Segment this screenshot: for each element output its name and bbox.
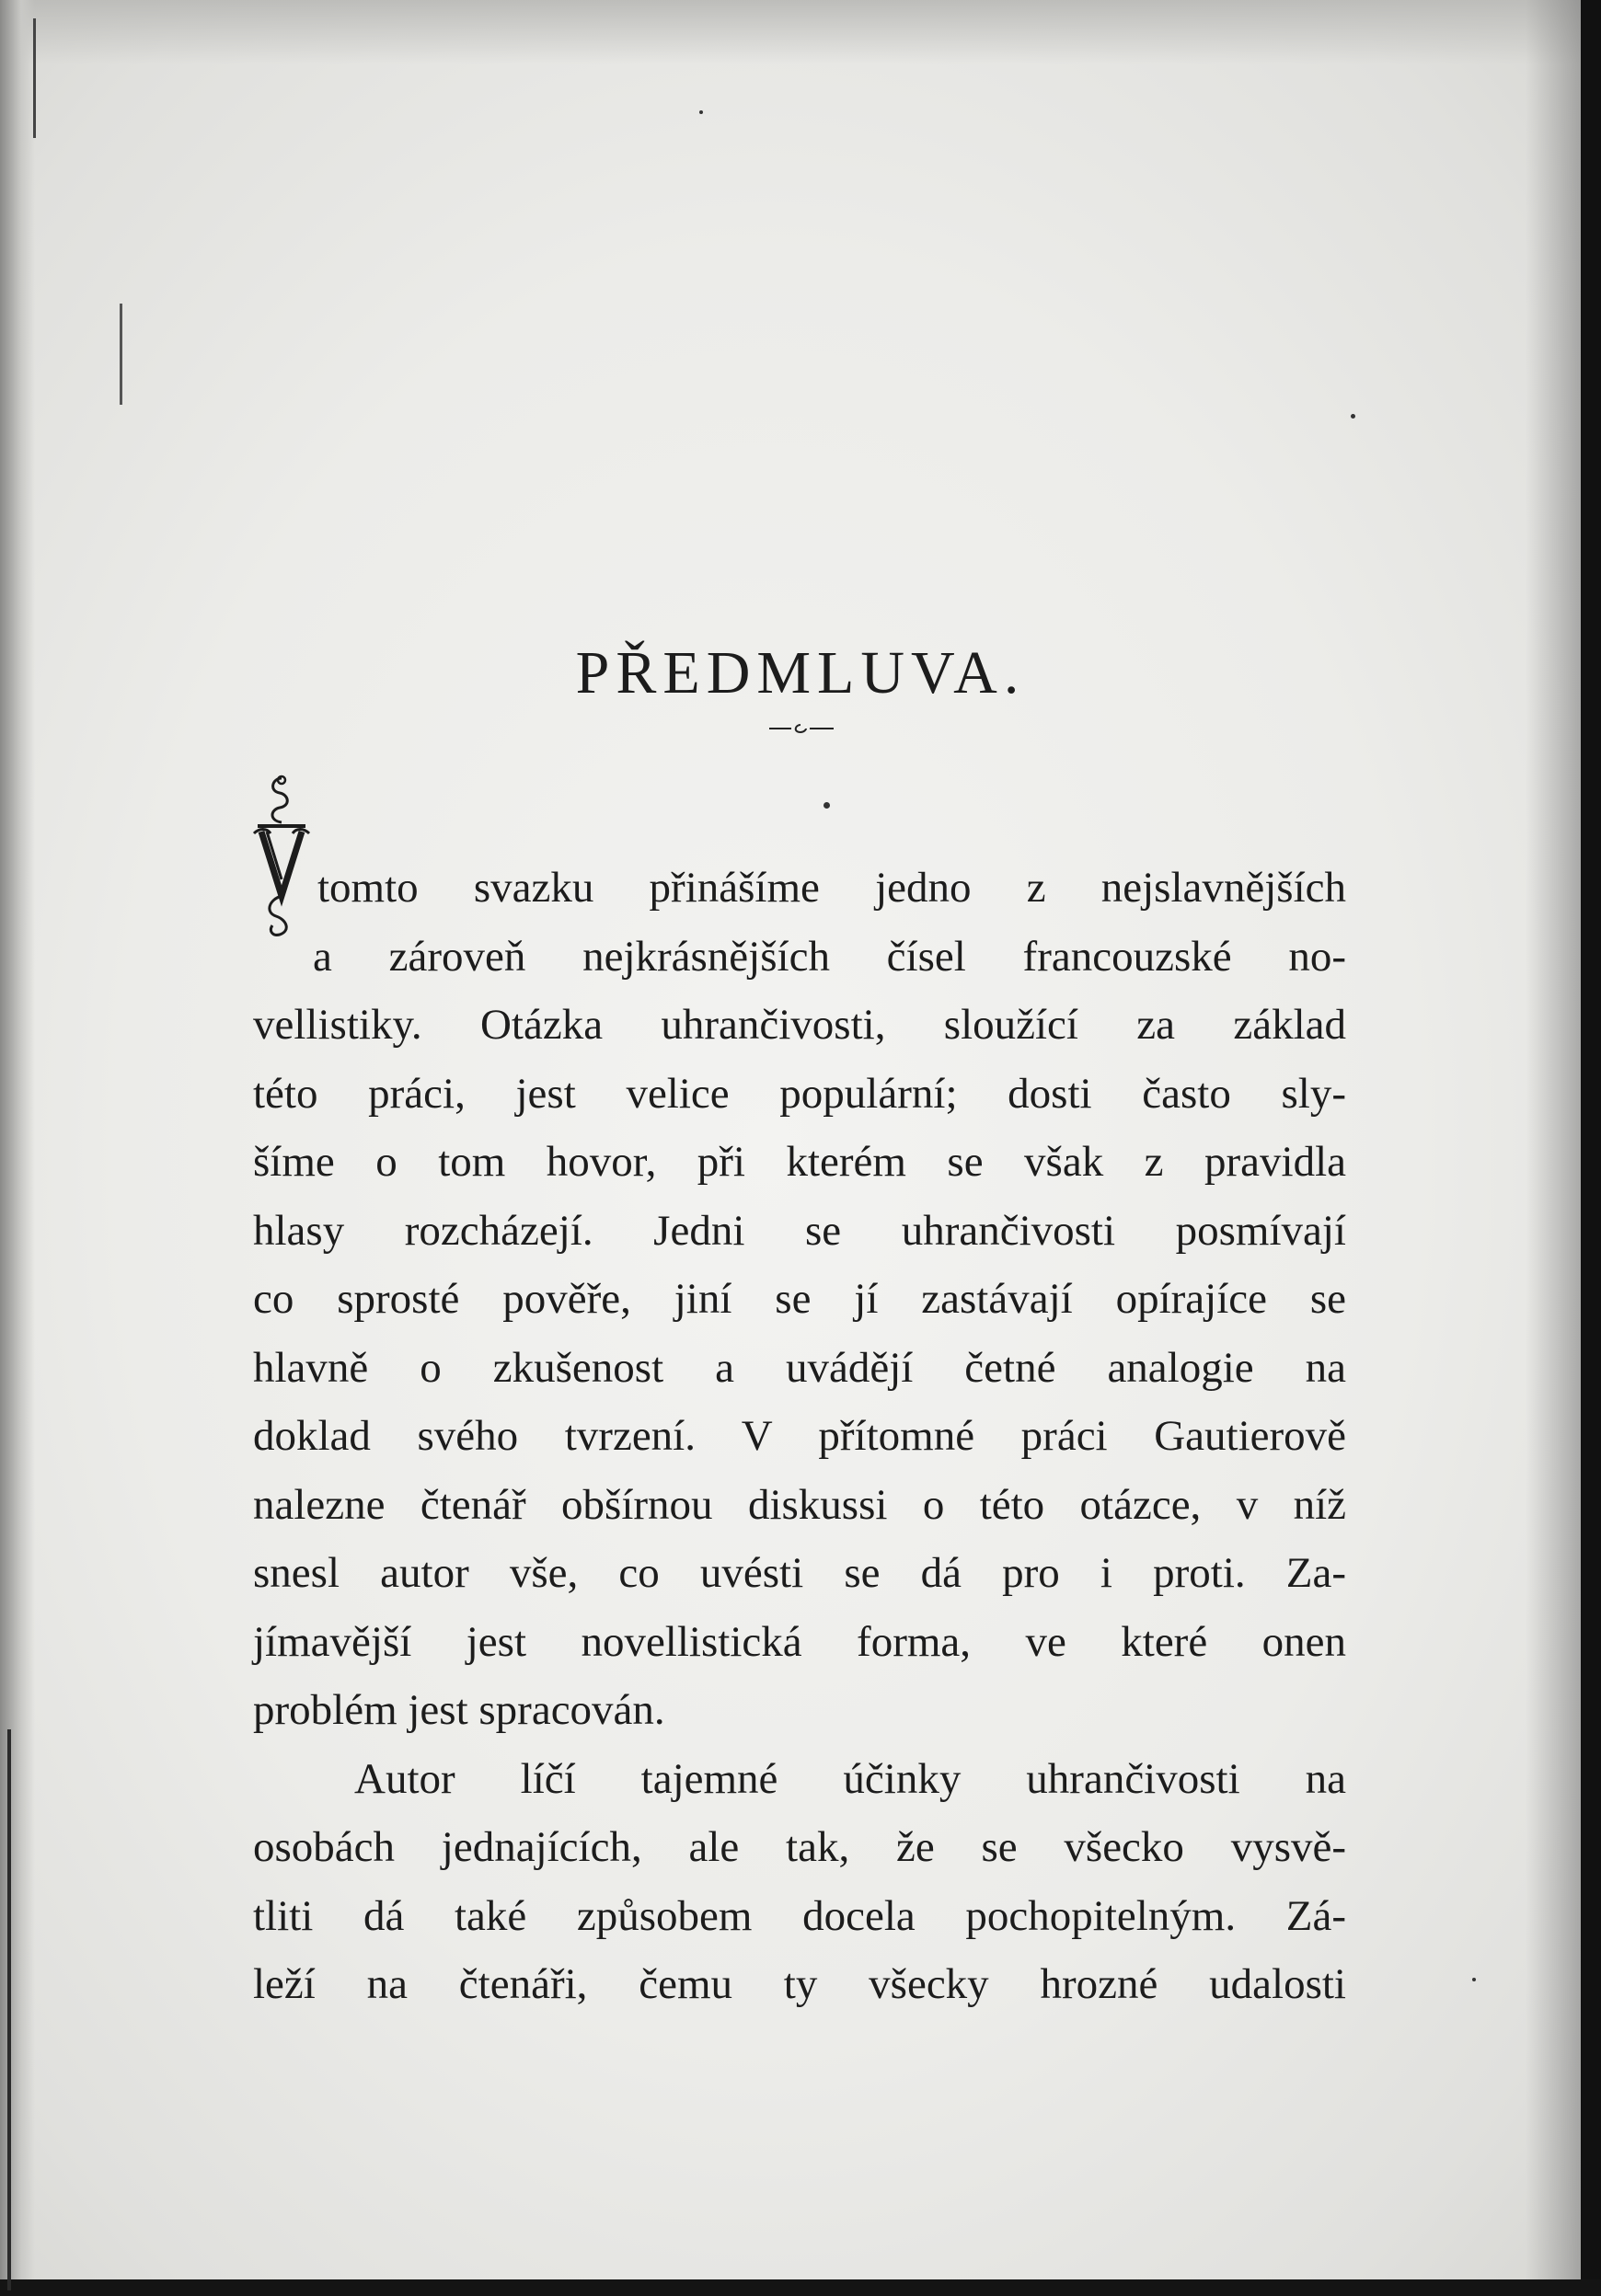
preface-body-text (253, 854, 1346, 2019)
scan-speck (1351, 414, 1355, 419)
text-line: doklad svého tvrzení. V přítomné práci Gautierově (253, 1412, 1346, 1460)
text-line: Autor líčí tajemné účinky uhrančivosti na (354, 1754, 1346, 1803)
text-line: hlavně o zkušenost a uvádějí četné analogie na (253, 1343, 1346, 1392)
text-line: tomto svazku přinášíme jedno z nejslavnějších (317, 864, 1346, 912)
text-line: hlasy rozcházejí. Jedni se uhrančivosti posmívají (253, 1206, 1346, 1255)
scan-speck (699, 110, 703, 114)
text-line: jímavější jest novellistická forma, ve které onen (253, 1617, 1346, 1666)
page-left-shadow (0, 0, 35, 2296)
binding-mark (120, 304, 122, 405)
page-top-shadow (0, 0, 1601, 64)
text-line: leží na čtenáři, čemu ty všecky hrozné udalosti (253, 1960, 1346, 2008)
text-line: nalezne čtenář obšírnou diskussi o této otázce, v níž (253, 1480, 1346, 1529)
text-line: a zároveň nejkrásnějších čísel francouzské no- (313, 932, 1346, 981)
text-line: snesl autor vše, co uvésti se dá pro i proti. Za- (253, 1549, 1346, 1597)
text-line: tliti dá také způsobem docela pochopitelným. Zá- (253, 1891, 1346, 1940)
scan-speck (824, 802, 830, 809)
binding-mark-bottom (7, 1729, 11, 2290)
text-line: osobách jednajících, ale tak, že se všecko vysvě- (253, 1823, 1346, 1871)
text-line: problém jest spracován. (253, 1686, 665, 1734)
scan-speck (1472, 1978, 1476, 1981)
scan-bottom-border (0, 2279, 1601, 2296)
text-line: šíme o tom hovor, při kterém se však z pravidla (253, 1138, 1346, 1186)
scan-right-border (1581, 0, 1601, 2296)
binding-mark-top (33, 18, 36, 138)
title-ornament (769, 718, 834, 740)
text-line: co sprosté pověře, jiní se jí zastávají opírajíce se (253, 1275, 1346, 1323)
text-line: vellistiky. Otázka uhrančivosti, sloužící za základ (253, 1001, 1346, 1049)
page-title: PŘEDMLUVA. (575, 639, 1026, 707)
text-line: této práci, jest velice populární; dosti často sly- (253, 1069, 1346, 1118)
page-right-shadow (1526, 0, 1581, 2296)
